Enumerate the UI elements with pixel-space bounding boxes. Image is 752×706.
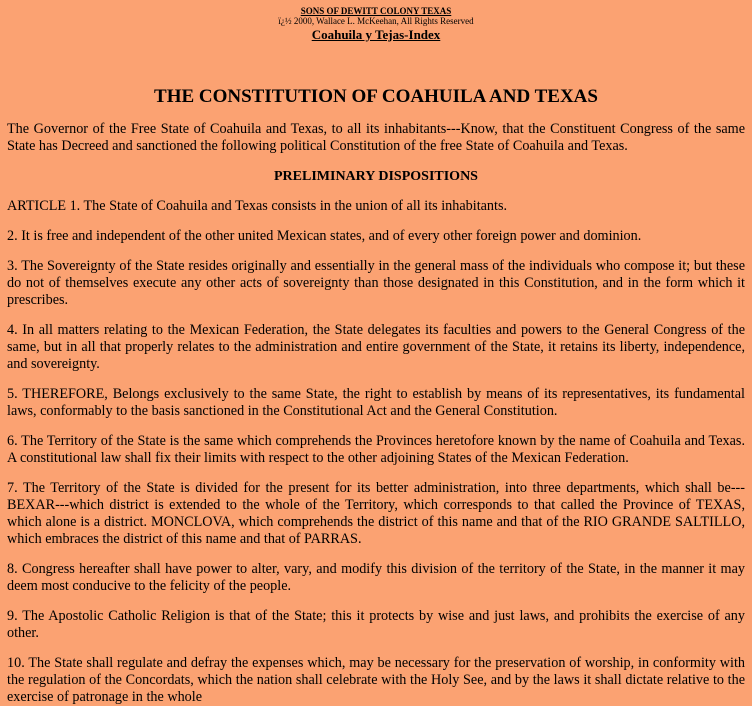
section-heading: PRELIMINARY DISPOSITIONS <box>274 169 478 184</box>
article-9: 9. The Apostolic Catholic Religion is that of the State; this it protects by wise and just laws, and prohibits the exercise of any other. <box>7 608 745 641</box>
header <box>7 6 745 42</box>
index-link[interactable]: Coahuila y Tejas-Index <box>311 27 441 42</box>
copyright-notice: ï¿½ 2000, Wallace L. McKeehan, All Rights Reserved <box>278 16 474 26</box>
article-5: 5. THEREFORE, Belongs exclusively to the same State, the right to establish by means of its representatives, its fundamental laws, conformably to the basis sanctioned in the Constitutional Act and the General Constitution. <box>7 386 745 419</box>
article-6: 6. The Territory of the State is the same which comprehends the Provinces heretofore known by the name of Coahuila and Texas. A constitutional law shall fix their limits with respect to the other adjoining States of the Mexican Federation. <box>7 433 745 466</box>
page-title: THE CONSTITUTION OF COAHUILA AND TEXAS <box>154 86 598 107</box>
article-7: 7. The Territory of the State is divided for the present for its better administration, into three departments, which shall be---BEXAR---which district is extended to the whole of the Territory, which corresponds to that called the Province of TEXAS, which alone is a district. MONCLOVA, which comprehends the district of this name and that of the RIO GRANDE SALTILLO, which embraces the district of this name and that of PARRAS. <box>7 480 745 547</box>
article-10: 10. The State shall regulate and defray the expenses which, may be necessary for the preservation of worship, in conformity with the regulation of the Concordats, which the nation shall celebrate with the Holy See, and by the laws it shall dictate relative to the exercise of patronage in the whole <box>7 655 745 705</box>
article-8: 8. Congress hereafter shall have power to alter, vary, and modify this division of the territory of the State, in the manner it may deem most conducive to the felicity of the people. <box>7 561 745 594</box>
article-4: 4. In all matters relating to the Mexican Federation, the State delegates its faculties and powers to the General Congress of the same, but in all that properly relates to the administration and entire government of the State, it retains its liberty, independence, and sovereignty. <box>7 322 745 372</box>
article-1: ARTICLE 1. The State of Coahuila and Texas consists in the union of all its inhabitants. <box>7 198 508 214</box>
article-2: 2. It is free and independent of the other united Mexican states, and of every other foreign power and dominion. <box>7 228 642 244</box>
site-link[interactable]: SONS OF DEWITT COLONY TEXAS <box>300 6 452 16</box>
intro-paragraph: The Governor of the Free State of Coahuila and Texas, to all its inhabitants---Know, that the Constituent Congress of the same State has Decreed and sanctioned the following political Constitution of the free State of Coahuila and Texas. <box>7 121 745 154</box>
article-3: 3. The Sovereignty of the State resides originally and essentially in the general mass of the individuals who compose it; but these do not of themselves execute any other acts of sovereignty than those designated in this Constitution, and in the form which it prescribes. <box>7 258 745 308</box>
